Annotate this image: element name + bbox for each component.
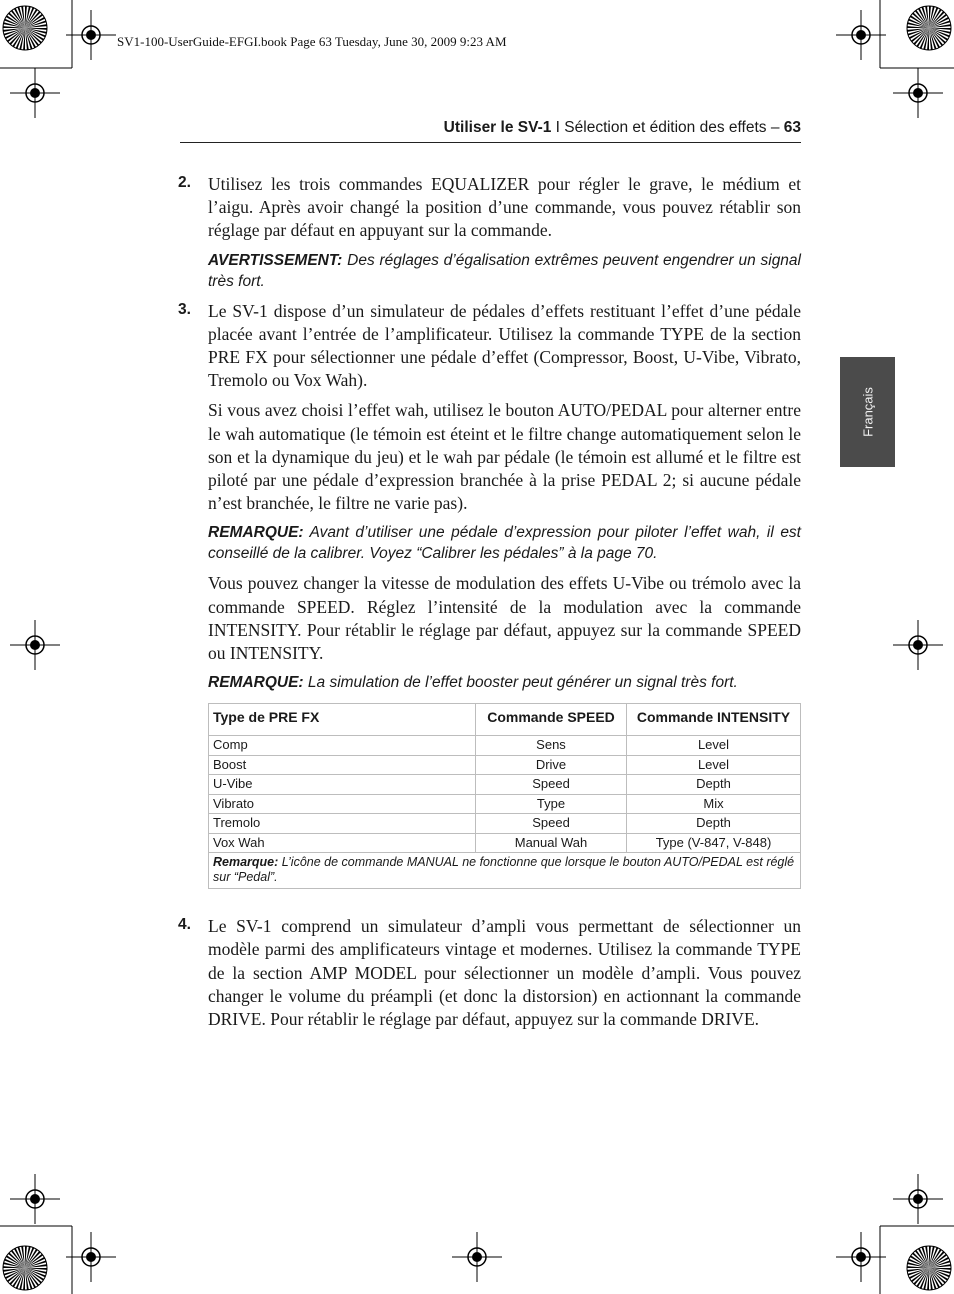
table-row xyxy=(209,814,801,834)
table-cell: Speed xyxy=(476,775,627,795)
step-4 xyxy=(178,915,801,1031)
note-text: Avant d’utiliser une pédale d’expression pour piloter l’effet wah, il est conseillé de la calibrer. Voyez “Calibrer les pédales” à la page 70. xyxy=(208,524,801,563)
table-cell: Boost xyxy=(209,755,476,775)
header-separator: I xyxy=(551,119,565,136)
starburst-mark-icon xyxy=(0,1243,50,1293)
note-label: REMARQUE: xyxy=(208,524,304,542)
paragraph: Le SV-1 dispose d’un simulateur de pédales d’effets restituant l’effet d’une pédale placée avant l’entrée de l’amplificateur. Utilisez la commande TYPE de la section PRE FX pour sélectionner une pédale d’effet (Compressor, Boost, U-Vibe, Vibrato, Tremolo ou Vox Wah). xyxy=(208,300,801,391)
table-note xyxy=(209,853,801,889)
registration-target-icon xyxy=(893,620,943,670)
table-row xyxy=(209,794,801,814)
registration-target-icon xyxy=(893,68,943,118)
note-label: AVERTISSEMENT: xyxy=(208,251,343,269)
table-header: Commande INTENSITY xyxy=(627,704,801,736)
registration-target-icon xyxy=(66,1232,116,1282)
table-cell: Mix xyxy=(627,794,801,814)
table-cell: Level xyxy=(627,736,801,756)
step-number: 3. xyxy=(178,300,191,318)
table-cell: Tremolo xyxy=(209,814,476,834)
step-number: 2. xyxy=(178,174,191,191)
registration-target-icon xyxy=(10,68,60,118)
registration-target-icon xyxy=(10,1174,60,1224)
paragraph: Vous pouvez changer la vitesse de modulation des effets U-Vibe ou trémolo avec la commande SPEED. Réglez l’intensité de la modulation avec la commande INTENSITY. Pour rétablir le réglage par défaut, appuyez sur la commande SPEED ou INTENSITY. xyxy=(208,573,801,664)
header-dash: – xyxy=(766,119,784,136)
table-cell: Type (V-847, V-848) xyxy=(627,833,801,853)
table-cell: Manual Wah xyxy=(476,833,627,853)
table-note-text: L’icône de commande MANUAL ne fonctionne que lorsque le bouton AUTO/PEDAL est réglé sur “Pedal”. xyxy=(213,855,795,884)
registration-target-icon xyxy=(66,10,116,60)
table-cell: Level xyxy=(627,755,801,775)
starburst-mark-icon xyxy=(904,3,954,53)
table-cell: Speed xyxy=(476,814,627,834)
table-cell: Type xyxy=(476,794,627,814)
paragraph: Si vous avez choisi l’effet wah, utilisez le bouton AUTO/PEDAL pour alterner entre le wah automatique (le témoin est éteint et le filtre change automatiquement selon le son et la dynamique du jeu) et le wah par pédale (le témoin est allumé et le filtre est piloté par une pédale d’expression branchée à la prise PEDAL 2; si aucune pédale n’est branchée, le filtre ne varie pas). xyxy=(208,400,801,514)
table-header: Commande SPEED xyxy=(476,704,627,736)
warning-note xyxy=(208,250,801,292)
paragraph: Utilisez les trois commandes EQUALIZER pour régler le grave, le médium et l’aigu. Après avoir changé la position d’une commande, vous pouvez rétablir son réglage par défaut en appuyant sur la commande. xyxy=(208,174,801,241)
registration-target-icon xyxy=(836,1232,886,1282)
table-cell: Vox Wah xyxy=(209,833,476,853)
page-content xyxy=(178,173,801,1039)
table-note-row xyxy=(209,853,801,889)
starburst-mark-icon xyxy=(904,1243,954,1293)
running-header xyxy=(444,119,801,137)
registration-target-icon xyxy=(836,10,886,60)
remark-note xyxy=(208,672,801,693)
step-3 xyxy=(178,300,801,890)
table-cell: Sens xyxy=(476,736,627,756)
language-tab xyxy=(840,357,895,467)
table-header-row xyxy=(209,704,801,736)
table-note-label: Remarque: xyxy=(213,855,279,870)
table-row xyxy=(209,736,801,756)
step-number: 4. xyxy=(178,916,191,934)
note-text: Des réglages d’égalisation extrêmes peuvent engendrer un signal très fort. xyxy=(208,251,801,290)
table-row xyxy=(209,833,801,853)
step-2 xyxy=(178,173,801,292)
table-cell: Depth xyxy=(627,814,801,834)
paragraph: Le SV-1 comprend un simulateur d’ampli vous permettant de sélectionner un modèle parmi des amplificateurs vintage et modernes. Utilisez la commande TYPE de la section AMP MODEL pour sélectionner un modèle d’ampli. Vous pouvez changer le volume du préampli (et donc la distorsion) en actionnant la commande DRIVE. Pour rétablir le réglage par défaut, appuyez sur la commande DRIVE. xyxy=(208,916,801,1030)
registration-target-icon xyxy=(10,620,60,670)
table-cell: U-Vibe xyxy=(209,775,476,795)
note-label: REMARQUE: xyxy=(208,674,304,692)
registration-target-icon xyxy=(893,1174,943,1224)
language-tab-label: Français xyxy=(860,387,875,437)
table-cell: Vibrato xyxy=(209,794,476,814)
table-header: Type de PRE FX xyxy=(209,704,476,736)
remark-note xyxy=(208,522,801,564)
table-cell: Drive xyxy=(476,755,627,775)
table-row xyxy=(209,775,801,795)
header-rule xyxy=(180,142,801,143)
registration-target-icon xyxy=(452,1232,502,1282)
printer-slug: SV1-100-UserGuide-EFGI.book Page 63 Tuesday, June 30, 2009 9:23 AM xyxy=(117,34,507,49)
header-section: Sélection et édition des effets xyxy=(564,119,767,136)
note-text: La simulation de l’effet booster peut générer un signal très fort. xyxy=(303,674,738,692)
pre-fx-table xyxy=(208,703,801,889)
starburst-mark-icon xyxy=(0,3,50,53)
table-cell: Depth xyxy=(627,775,801,795)
header-chapter: Utiliser le SV-1 xyxy=(443,119,552,136)
table-row xyxy=(209,755,801,775)
table-cell: Comp xyxy=(209,736,476,756)
page-number: 63 xyxy=(783,119,801,136)
